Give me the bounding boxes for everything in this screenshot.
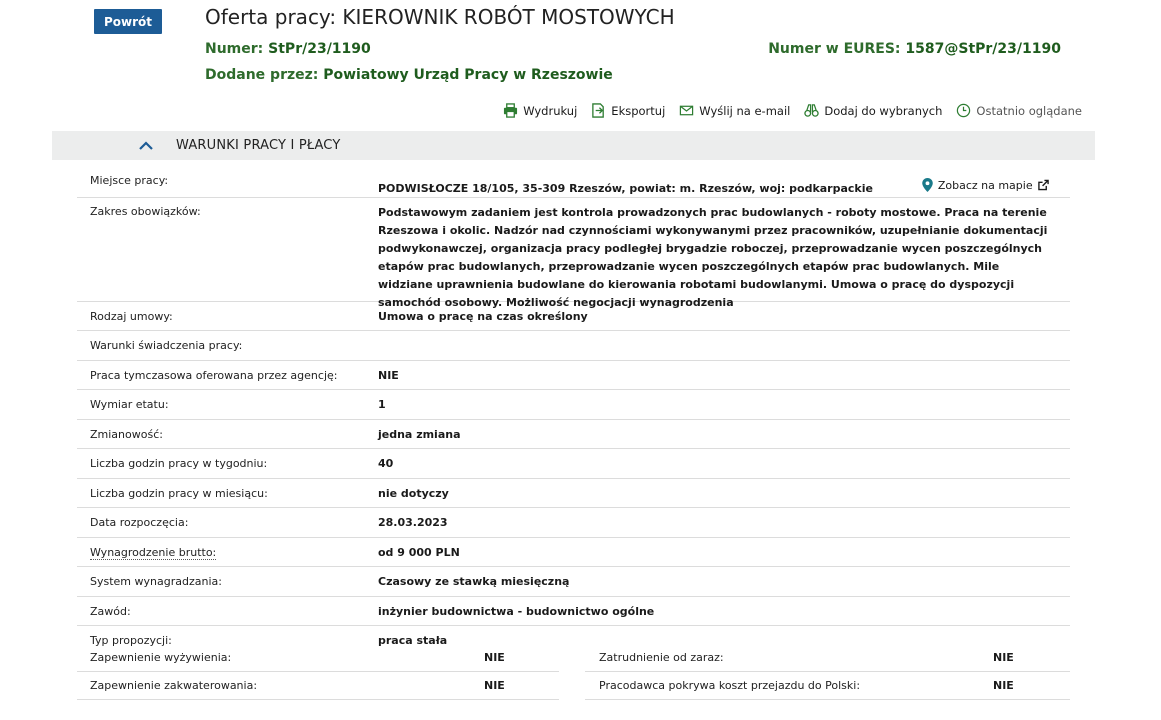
- detail-row-hours-week: [77, 449, 1070, 479]
- detail-value: jedna zmiana: [378, 427, 461, 441]
- detail-value: od 9 000 PLN: [378, 545, 460, 559]
- detail-row-hours-month: [77, 479, 1070, 508]
- detail-label: Liczba godzin pracy w tygodniu:: [90, 457, 268, 470]
- place-value: PODWISŁOCZE 18/105, 35-309 Rzeszów, powiat: m. Rzeszów, woj: podkarpackie: [378, 182, 873, 195]
- detail-value: NIE: [484, 679, 505, 692]
- binoculars-icon: [804, 103, 819, 118]
- print-action[interactable]: [503, 103, 577, 118]
- recent-action[interactable]: [956, 103, 1082, 118]
- detail-label: Data rozpoczęcia:: [90, 516, 189, 529]
- detail-label: System wynagradzania:: [90, 575, 222, 588]
- export-action[interactable]: [591, 103, 665, 118]
- detail-label: Zawód:: [90, 604, 131, 618]
- chevron-up-icon: [138, 141, 154, 151]
- recent-label: Ostatnio oglądane: [976, 103, 1082, 118]
- eures-number-value: 1587@StPr/23/1190: [905, 41, 1061, 57]
- export-icon: [591, 103, 606, 118]
- detail-label: Typ propozycji:: [90, 633, 172, 647]
- detail-label: Zmianowość:: [90, 427, 163, 441]
- detail-row-immediate: [585, 644, 1070, 672]
- section-title: WARUNKI PRACY I PŁACY: [176, 138, 341, 153]
- detail-row-meals: [77, 644, 559, 672]
- salary-label[interactable]: Wynagrodzenie brutto:: [90, 545, 217, 559]
- printer-icon: [503, 103, 518, 118]
- detail-row-fte: [77, 390, 1070, 420]
- offer-number-value: StPr/23/1190: [268, 41, 371, 57]
- detail-value: praca stała: [378, 633, 448, 647]
- detail-row-conditions: [77, 331, 1070, 361]
- detail-label: Pracodawca pokrywa koszt przejazdu do Polski:: [599, 679, 861, 692]
- detail-label: Zapewnienie zakwaterowania:: [90, 679, 258, 692]
- detail-value: NIE: [484, 651, 505, 664]
- detail-label: Rodzaj umowy:: [90, 309, 173, 323]
- detail-value: Czasowy ze stawką miesięczną: [378, 575, 570, 588]
- detail-label: Zatrudnienie od zaraz:: [599, 651, 724, 664]
- detail-row-start-date: [77, 508, 1070, 538]
- map-link[interactable]: [922, 178, 1049, 192]
- detail-value: NIE: [378, 368, 399, 382]
- detail-value: Podstawowym zadaniem jest kontrola prowadzonych prac budowlanych - roboty mostowe. Praca na terenie Rzeszowa i okolic. Nadzór nad czynnościami wykonywanymi przez pracowników, uzupełnianie dokumentacji podwykonawczej, organizacja pracy podległej brygadzie roboczej, przeprowadzanie wycen poszczególnych etapów prac budowlanych, przeprowadzanie wycen poszczególnych etapów prac budowlanych. Mile widziane uprawnienia budowlane do kierowania robotami budowlanymi. Umowa o pracę do dyspozycji samochód osobowy. Możliwość negocjacji wynagrodzenia: [378, 206, 1048, 309]
- map-link-label: Zobacz na mapie: [937, 178, 1033, 192]
- external-link-icon: [1038, 178, 1049, 192]
- section-header-conditions[interactable]: [52, 131, 1095, 160]
- detail-value: 1: [378, 398, 386, 411]
- detail-row-place: [77, 166, 1070, 198]
- export-label: Eksportuj: [611, 103, 666, 118]
- detail-label: [77, 546, 378, 559]
- detail-value: inżynier budownictwa - budownictwo ogólne: [378, 604, 655, 618]
- eures-number: [768, 41, 1061, 57]
- detail-row-agency: [77, 361, 1070, 390]
- map-pin-icon: [922, 178, 933, 192]
- detail-row-shifts: [77, 420, 1070, 449]
- envelope-icon: [679, 103, 694, 118]
- detail-row-travel: [585, 672, 1070, 700]
- detail-label: Zakres obowiązków:: [90, 205, 201, 218]
- detail-value: [378, 178, 1070, 195]
- action-toolbar: [503, 103, 1082, 118]
- eures-number-label: Numer w EURES:: [768, 41, 906, 57]
- detail-label: Zapewnienie wyżywienia:: [90, 651, 232, 664]
- favorite-label: Dodaj do wybranych: [824, 103, 943, 118]
- offer-number-label: Numer:: [205, 41, 269, 57]
- detail-row-salary: [77, 538, 1070, 567]
- detail-row-lodging: [77, 672, 559, 700]
- page-title: Oferta pracy: KIEROWNIK ROBÓT MOSTOWYCH: [205, 5, 675, 29]
- back-button[interactable]: Powrót: [94, 9, 162, 34]
- details-table: [77, 166, 1070, 654]
- detail-value: 28.03.2023: [378, 516, 448, 529]
- detail-value: Umowa o pracę na czas określony: [378, 309, 588, 323]
- detail-label: Wymiar etatu:: [90, 398, 169, 411]
- clock-icon: [956, 103, 971, 118]
- detail-row-pay-system: [77, 567, 1070, 597]
- detail-row-profession: [77, 597, 1070, 626]
- added-by-value: Powiatowy Urząd Pracy w Rzeszowie: [323, 67, 613, 83]
- email-label: Wyślij na e-mail: [699, 103, 791, 118]
- offer-number: [205, 41, 371, 57]
- detail-label: Warunki świadczenia pracy:: [90, 339, 243, 352]
- detail-value: NIE: [993, 651, 1014, 664]
- detail-value: NIE: [993, 679, 1014, 692]
- detail-label: Miejsce pracy:: [90, 174, 169, 187]
- detail-label: Liczba godzin pracy w miesiącu:: [90, 486, 268, 500]
- detail-value: 40: [378, 457, 394, 470]
- print-label: Wydrukuj: [523, 103, 578, 118]
- detail-value: nie dotyczy: [378, 486, 449, 500]
- detail-label: Praca tymczasowa oferowana przez agencję:: [90, 368, 338, 382]
- detail-row-duties: [77, 198, 1070, 309]
- email-action[interactable]: [679, 103, 790, 118]
- favorite-action[interactable]: [804, 103, 942, 118]
- added-by: [205, 67, 613, 83]
- added-by-label: Dodane przez:: [205, 67, 324, 83]
